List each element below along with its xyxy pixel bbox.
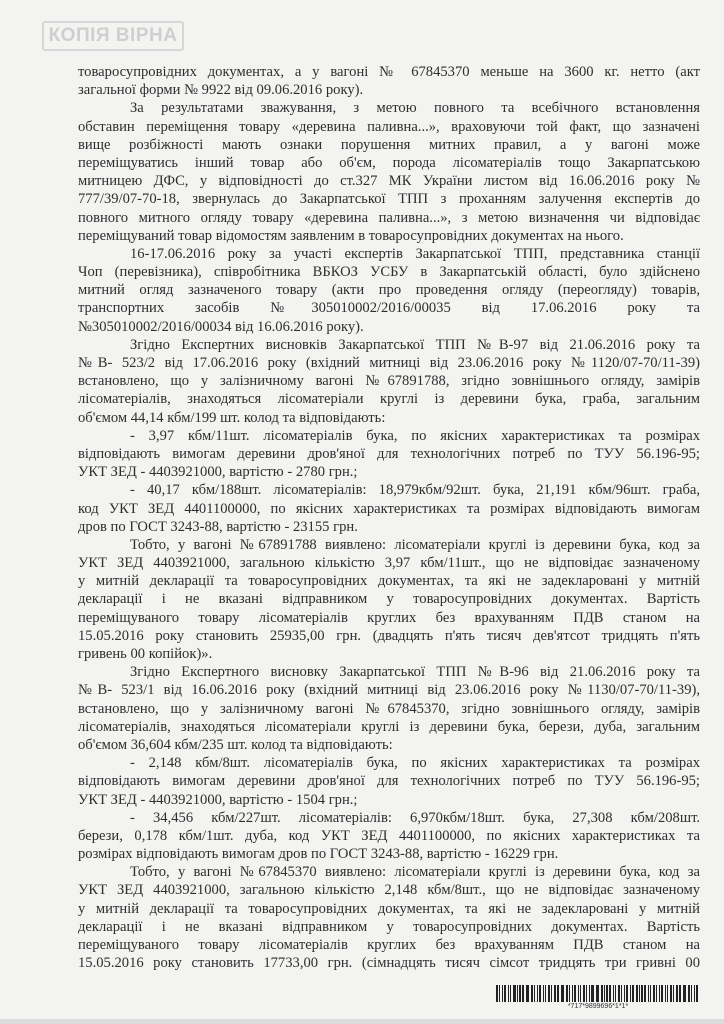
text-line: лісоматеріалів, знаходяться лісоматеріали круглі із деревини бука, граба, загальним — [78, 391, 700, 408]
barcode-bar — [670, 985, 672, 1002]
barcode-bar — [589, 985, 590, 1002]
barcode-bar — [534, 985, 535, 1002]
barcode-bar — [574, 985, 576, 1002]
barcode-bar — [504, 985, 506, 1002]
text-line: переміщуваного товару лісоматеріалів круглих без врахуванням ПДВ станом на — [78, 937, 700, 953]
text-line: 16-17.06.2016 року за участі експертів Закарпатської ТПП, представника станції — [130, 245, 700, 262]
text-line: декларації і не вказані відправником у товаросупровідних документах. Вартість — [78, 591, 700, 608]
paragraph — [78, 336, 700, 427]
barcode-bar — [648, 985, 649, 1002]
barcode-bar — [548, 985, 550, 1002]
barcode-bar — [606, 985, 607, 1002]
barcode-bar — [694, 985, 695, 1002]
text-line: №В- 523/2 від 17.06.2016 року (вхідний митниці від 23.06.2016 року №1120/07-70/11-39) — [78, 355, 700, 371]
barcode-bar — [630, 985, 631, 1002]
text-line: загальної форми № 9922 від 09.06.2016 року). — [78, 82, 364, 99]
barcode-bar — [496, 985, 498, 1002]
text-line: транспортних засобів №305010002/2016/00035 від 17.06.2016 року та — [78, 300, 700, 317]
barcode-bar — [667, 985, 668, 1002]
barcode-bar — [696, 985, 698, 1002]
page-bottom-edge — [0, 1019, 724, 1024]
text-line: - 34,456 кбм/227шт. лісоматеріалів: 6,970кбм/18шт. бука, 27,308 кбм/208шт. — [130, 809, 700, 826]
barcode-bar — [691, 985, 692, 1002]
barcode-bar — [626, 985, 628, 1002]
text-line: митний огляд зазначеного товару (акти про проведення огляду (переогляду) товарів, — [78, 282, 700, 299]
barcode-bar — [676, 985, 677, 1002]
text-line: №В- 523/1 від 16.06.2016 року (вхідний митниці від 23.06.2016 року №1130/07-70/11-39), — [78, 682, 700, 699]
text-line: УКТ ЗЕД - 4403921000, вартістю - 1504 грн.; — [78, 791, 358, 808]
barcode-text: *717*9899696*1*1* — [567, 1003, 629, 1010]
paragraph — [78, 809, 700, 864]
text-line: у митній декларації та товаросупровідних документах, та які не задекларовані у митній — [78, 900, 700, 917]
barcode-bar — [562, 985, 563, 1002]
text-line: переміщуваного товару лісоматеріалів круглих без врахуванням ПДВ станом на — [78, 609, 700, 626]
text-line: За результатами зважування, з метою повного та всебічного встановлення — [130, 100, 700, 117]
text-line: - 2,148 кбм/8шт. лісоматеріалів бука, по якісних характеристиках та розмірах — [130, 755, 700, 772]
copy-certified-stamp: КОПІЯ ВІРНА — [42, 21, 184, 51]
barcode-bar — [591, 985, 593, 1002]
barcode-bar — [656, 985, 657, 1002]
barcode-bar — [688, 985, 690, 1002]
text-line: №305010002/2016/00034 від 16.06.2016 року). — [78, 318, 364, 335]
barcode-bar — [510, 985, 511, 1002]
text-line: дров по ГОСТ 3243-88, вартістю - 23155 грн. — [78, 518, 358, 535]
barcode-bar — [517, 985, 518, 1002]
barcode-bar — [557, 985, 559, 1002]
text-line: - 3,97 кбм/11шт. лісоматеріалів бука, по якісних характеристиках та розмірах — [130, 427, 700, 444]
paragraph — [78, 245, 700, 336]
text-line: декларації і не вказані відправником у товаросупровідних документах. Вартість — [78, 918, 700, 935]
barcode-bar — [569, 985, 570, 1002]
text-line: повного митного огляду товару «деревина паливна...», з метою визначення чи відповідає — [78, 209, 700, 226]
paragraph — [78, 536, 700, 663]
barcode-bar — [583, 985, 585, 1002]
barcode-bar — [513, 985, 515, 1002]
barcode-bar — [596, 985, 597, 1002]
barcode-bar — [683, 985, 684, 1002]
barcode-bar — [604, 985, 605, 1002]
text-line: Чоп (перевізника), співробітника ВБКОЗ УСБУ в Закарпатській області, було здійснено — [78, 264, 700, 281]
text-line: переміщуватись інший товар або об'єм, порода лісоматеріалів тощо Закарпатською — [78, 154, 700, 171]
barcode-bar — [673, 985, 674, 1002]
text-line: УКТ ЗЕД - 4403921000, вартістю - 2780 грн.; — [78, 464, 358, 481]
barcode-bar — [554, 985, 555, 1002]
text-line: Тобто, у вагоні №67891788 виявлено: лісоматеріали круглі із деревини бука, код за — [130, 536, 700, 553]
barcode-bar — [679, 985, 681, 1002]
barcode-bar — [522, 985, 524, 1002]
paragraph — [78, 663, 700, 754]
barcode-bar — [566, 985, 568, 1002]
barcode-bar — [539, 985, 541, 1002]
barcode-bar — [624, 985, 625, 1002]
barcode-bar — [632, 985, 633, 1002]
barcode-bar — [551, 985, 552, 1002]
text-line: лісоматеріалів, знаходяться лісоматеріали круглі із деревини бука, берези, дуба, загальним — [78, 718, 700, 735]
barcode-bar — [641, 985, 642, 1002]
text-line: переміщуваний товар відомостям заявленим в товаросупровідних документах на нього. — [78, 227, 624, 244]
text-line: відповідають вимогам деревини дров'яної для технологічних потреб по ТУУ 56.196-95; — [78, 445, 700, 462]
paragraph — [78, 481, 700, 536]
barcode-bar — [545, 985, 546, 1002]
text-line: гривень 00 копійок)». — [78, 646, 213, 662]
text-line: - 40,17 кбм/188шт. лісоматеріалів: 18,979кбм/92шт. бука, 21,191 кбм/96шт. граба, — [130, 482, 700, 499]
paragraph — [78, 863, 700, 972]
barcode-bar — [650, 985, 651, 1002]
paragraph — [78, 427, 700, 482]
text-line: УКТ ЗЕД 4403921000, загальною кількістю 2,148 кбм/8шт., що не відповідає зазначеному — [78, 882, 700, 899]
document-body — [78, 63, 700, 972]
barcode-bar — [526, 985, 527, 1002]
barcode-bar — [659, 985, 660, 1002]
text-line: обставин переміщення товару «деревина паливна...», враховуючи той факт, що зазначені — [78, 118, 700, 135]
paragraph — [78, 63, 700, 99]
text-line: код УКТ ЗЕД 4401100000, по якісних характеристиках та розмірах відповідають вимогам — [78, 500, 700, 517]
text-line: УКТ ЗЕД 4403921000, загальною кількістю 3,97 кбм/11шт., що не відповідає зазначеному — [78, 555, 700, 572]
text-line: 777/39/07-70-18, звернулась до Закарпатської ТПП з проханням залучення експертів до — [78, 191, 700, 208]
barcode-bar — [586, 985, 587, 1002]
text-line: розмірах відповідають вимогам дров по ГОСТ 3243-88, вартістю - 16229 грн. — [78, 846, 559, 863]
barcode-bar — [597, 985, 598, 1002]
barcode-bar — [618, 985, 620, 1002]
barcode-bar — [621, 985, 622, 1002]
barcode-bar — [580, 985, 581, 1002]
paragraph — [78, 99, 700, 245]
barcode-bar — [502, 985, 503, 1002]
text-line: об'ємом 36,604 кбм/235 шт. колод та відповідають: — [78, 736, 393, 753]
barcode-bar — [499, 985, 500, 1002]
text-line: встановлено, що у залізничному вагоні №67845370, згідно зовнішнього огляду, замірів — [78, 700, 700, 717]
text-line: 15.05.2016 року становить 25935,00 грн. (двадцять п'ять тисяч дев'ятсот тридцять п'ять — [78, 627, 700, 644]
barcode-bar — [519, 985, 520, 1002]
barcode-bar — [508, 985, 509, 1002]
barcode-bar — [653, 985, 655, 1002]
paragraph — [78, 754, 700, 809]
barcode-bar — [615, 985, 616, 1002]
text-line: об'ємом 44,14 кбм/199 шт. колод та відповідають: — [78, 409, 386, 426]
text-line: Згідно Експертного висновку Закарпатської ТПП №В-96 від 21.06.2016 року та — [130, 664, 700, 681]
barcode-bar — [578, 985, 579, 1002]
text-line: Згідно Експертних висновків Закарпатської ТПП №В-97 від 21.06.2016 року та — [130, 336, 700, 353]
text-line: берези, 0,178 кбм/1шт. дуба, код УКТ ЗЕД 4401100000, по якісних характеристиках та — [78, 827, 700, 844]
barcode-bar — [572, 985, 573, 1002]
barcode — [496, 985, 700, 1002]
barcode-bar — [531, 985, 533, 1002]
barcode-bar — [561, 985, 562, 1002]
barcode-bar — [636, 985, 638, 1002]
barcode-bar — [613, 985, 614, 1002]
barcode-bar — [601, 985, 603, 1002]
barcode-bar — [639, 985, 640, 1002]
text-line: митницею ДФС, у відповідності до ст.327 МК України листом від 16.06.2016 року № — [78, 173, 700, 190]
text-line: вище розбіжності мають ознаки порушення митних правил, а у вагоні може — [78, 136, 700, 153]
text-line: Тобто, у вагоні №67845370 виявлено: лісоматеріали круглі із деревини бука, код за — [130, 864, 700, 881]
barcode-bar — [527, 985, 528, 1002]
barcode-bar — [537, 985, 538, 1002]
barcode-bar — [609, 985, 611, 1002]
text-line: 15.05.2016 року становить 17733,00 грн. (сімнадцять тисяч сімсот тридцять три гривні 00 — [78, 955, 700, 972]
text-line: товаросупровідних документах, а у вагоні № 67845370 меньше на 3600 кг. нетто (акт — [78, 64, 700, 80]
text-line: відповідають вимогам деревини дров'яної для технологічних потреб по ТУУ 56.196-95; — [78, 773, 700, 790]
barcode-bar — [543, 985, 544, 1002]
barcode-bar — [665, 985, 666, 1002]
barcode-bar — [684, 985, 685, 1002]
barcode-bar — [661, 985, 663, 1002]
text-line: встановлено, що у залізничному вагоні №67891788, згідно зовнішнього огляду, замірів — [78, 373, 700, 390]
text-line: у митній декларації та товаросупровідних документах, та які не задекларовані у митній — [78, 573, 700, 590]
barcode-bar — [644, 985, 646, 1002]
